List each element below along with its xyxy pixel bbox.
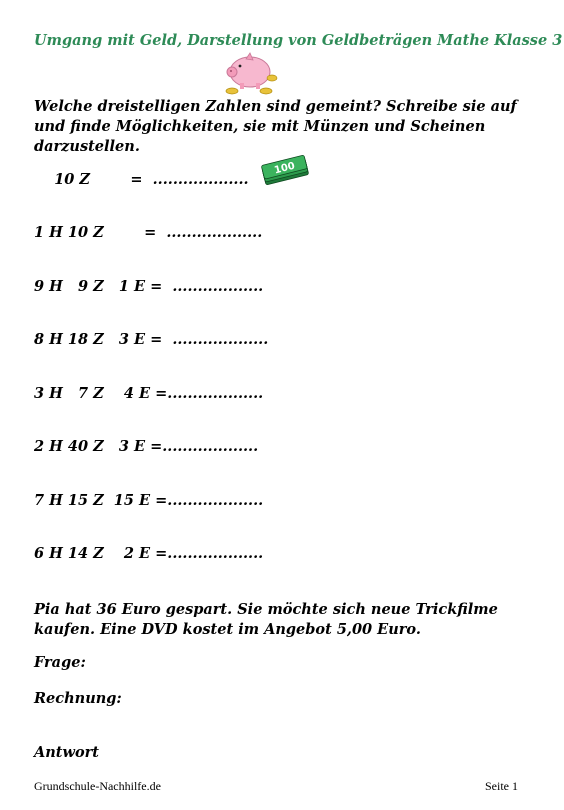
question-label: Frage: (34, 654, 86, 671)
word-problem-text: Pia hat 36 Euro gespart. Sie möchte sich neue Trickfilme kaufen. Eine DVD kostet im Angebot 5,00 Euro. (34, 601, 498, 638)
instructions: Welche dreistelligen Zahlen sind gemeint? Schreibe sie auf und finde Möglichkeiten, sie mit Münzen und Scheinen darzustellen. (34, 98, 517, 155)
banknote-stack-icon (258, 154, 312, 186)
calculation-label: Rechnung: (34, 690, 122, 707)
page-title: Umgang mit Geld, Darstellung von Geldbeträgen Mathe Klasse 3 (34, 32, 563, 49)
exercise-row: 2 H 40 Z 3 E =................... (34, 438, 259, 455)
exercise-row: 9 H 9 Z 1 E = .................. (34, 278, 264, 295)
exercise-row: 8 H 18 Z 3 E = ................... (34, 331, 269, 348)
exercise-row: 3 H 7 Z 4 E =................... (34, 385, 264, 402)
footer-page-number: Seite 1 (485, 779, 518, 793)
exercise-row: 6 H 14 Z 2 E =................... (34, 545, 264, 562)
banknote-label: 100 (273, 160, 297, 177)
exercise-row: 1 H 10 Z = ................... (34, 224, 263, 241)
piggy-bank-icon (220, 52, 280, 96)
footer-site: Grundschule-Nachhilfe.de (34, 779, 161, 793)
exercise-row: 7 H 15 Z 15 E =................... (34, 492, 264, 509)
answer-label: Antwort (34, 744, 99, 761)
exercise-row: 10 Z = ................... (34, 171, 249, 188)
